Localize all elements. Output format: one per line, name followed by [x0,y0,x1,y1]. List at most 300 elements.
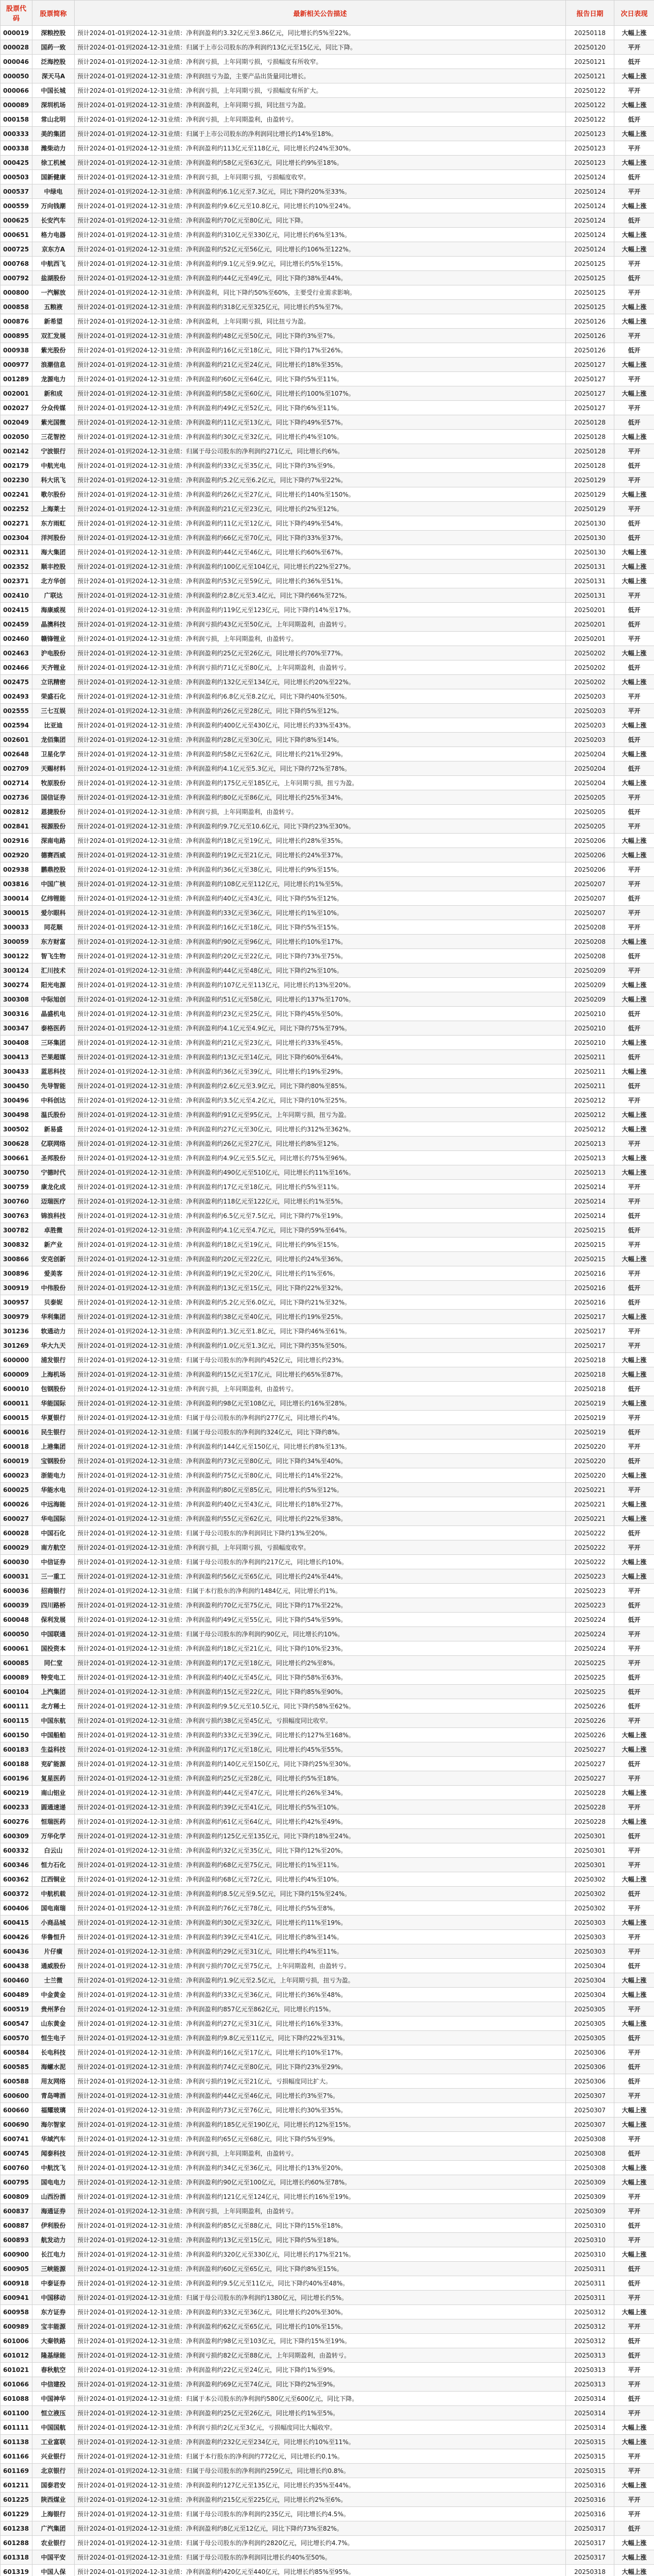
stock-code: 002271 [1,516,32,531]
stock-code: 300450 [1,1079,32,1093]
next-day-result: 低开 [614,1382,654,1396]
next-day-result: 大幅上涨 [614,487,654,502]
next-day-result: 大幅上涨 [614,1916,654,1930]
next-day-result: 平开 [614,1194,654,1209]
next-day-result: 大幅上涨 [614,2565,654,2576]
stock-name: 上海莱士 [32,502,75,516]
stock-code: 002230 [1,473,32,487]
report-date: 20250306 [566,2074,614,2089]
report-date: 20250224 [566,1641,614,1656]
announcement-text: 预计2024-01-01到2024-12-31业绩：净利润盈利约49亿元至55亿元，同比下降约54%至59%。 [75,1613,566,1627]
report-date: 20250306 [566,2060,614,2074]
announcement-text: 预计2024-01-01到2024-12-31业绩：净利润盈利约118亿元至122亿元，同比增长约1%至5%。 [75,1194,566,1209]
stock-name: 中国长城 [32,83,75,98]
next-day-result: 大幅上涨 [614,1512,654,1526]
stock-name: 常山北明 [32,112,75,127]
table-row [1,2089,654,2103]
stock-code: 600438 [1,1959,32,1973]
table-row [1,2218,654,2233]
report-date: 20250305 [566,2016,614,2031]
table-row [1,2536,654,2550]
table-row [1,747,654,761]
report-date: 20250216 [566,1281,614,1295]
stock-code: 300896 [1,1266,32,1281]
announcement-text: 预计2024-01-01到2024-12-31业绩：净利润亏损约43亿元至50亿元，上年同期盈利，由盈转亏。 [75,617,566,632]
table-row [1,1382,654,1396]
announcement-text: 预计2024-01-01到2024-12-31业绩：净利润盈利约4.1亿元至4.9亿元，同比下降约75%至79%。 [75,1021,566,1036]
stock-code: 600015 [1,1411,32,1425]
report-date: 20250130 [566,531,614,545]
stock-name: 中航西飞 [32,257,75,271]
report-date: 20250122 [566,98,614,112]
next-day-result: 大幅上涨 [614,156,654,170]
stock-code: 601166 [1,2449,32,2464]
stock-code: 000089 [1,98,32,112]
stock-name: 用友网络 [32,2074,75,2089]
table-row [1,805,654,819]
announcement-text: 预计2024-01-01到2024-12-31业绩：净利润盈利约9.8亿元至11亿元，同比下降约22%至31%。 [75,2031,566,2045]
announcement-text: 预计2024-01-01到2024-12-31业绩：净利润盈利约73亿元至80亿元，同比下降约34%至40%。 [75,1454,566,1468]
table-row [1,761,654,776]
next-day-result: 低开 [614,1613,654,1627]
table-row [1,1598,654,1613]
stock-code: 600085 [1,1656,32,1670]
announcement-text: 预计2024-01-01到2024-12-31业绩：净利润盈利约85亿元至88亿元，同比下降约15%至18%。 [75,2218,566,2233]
report-date: 20250131 [566,560,614,574]
table-row [1,1266,654,1281]
announcement-text: 预计2024-01-01到2024-12-31业绩：净利润盈利约90亿元至100亿元，同比增长约60%至78%。 [75,2175,566,2190]
stock-code: 600115 [1,1714,32,1728]
report-date: 20250205 [566,819,614,834]
stock-code: 600089 [1,1670,32,1685]
announcement-text: 预计2024-01-01到2024-12-31业绩：净利润盈利约80亿元至85亿元，同比增长约5%至12%。 [75,1483,566,1497]
report-date: 20250304 [566,1988,614,2002]
table-row [1,2262,654,2276]
table-row [1,83,654,98]
table-row [1,1454,654,1468]
table-row [1,949,654,963]
stock-name: 新产业 [32,1238,75,1252]
stock-name: 紫光国微 [32,415,75,430]
stock-code: 000800 [1,285,32,300]
announcement-text: 预计2024-01-01到2024-12-31业绩：净利润盈利约8亿元至12亿元，同比下降约73%至82%。 [75,2521,566,2536]
announcement-text: 预计2024-01-01到2024-12-31业绩：净利润盈利约29亿元至31亿元，同比增长约4%至11%。 [75,1944,566,1959]
stock-code: 600029 [1,1540,32,1555]
next-day-result: 平开 [614,329,654,343]
next-day-result: 大幅上涨 [614,242,654,257]
announcement-text: 预计2024-01-01到2024-12-31业绩：净利润盈利约4.9亿元至5.5亿元，同比增长约75%至96%。 [75,1151,566,1165]
announcement-text: 预计2024-01-01到2024-12-31业绩：净利润盈利约26亿元至27亿元，同比增长约8%至12%。 [75,1137,566,1151]
table-row [1,372,654,386]
stock-code: 002371 [1,574,32,588]
report-date: 20250201 [566,617,614,632]
next-day-result: 平开 [614,2507,654,2521]
stock-name: 国药一致 [32,40,75,55]
table-row [1,1151,654,1165]
announcement-text: 预计2024-01-01到2024-12-31业绩：净利润盈利约44亿元至48亿元，同比下降约2%至10%。 [75,963,566,978]
stock-code: 000768 [1,257,32,271]
announcement-text: 预计2024-01-01到2024-12-31业绩：归属于母公司股东的净利润约259亿元，同比增长约0.8%。 [75,2464,566,2478]
stock-code: 000725 [1,242,32,257]
table-row [1,2493,654,2507]
report-date: 20250313 [566,2348,614,2363]
next-day-result: 低开 [614,603,654,617]
stock-name: 美的集团 [32,127,75,141]
stock-code: 300832 [1,1238,32,1252]
announcement-text: 预计2024-01-01到2024-12-31业绩：净利润盈利约144亿元至150亿元，同比增长约8%至13%。 [75,1439,566,1454]
stock-code: 600019 [1,1454,32,1468]
stock-code: 300919 [1,1281,32,1295]
stock-code: 600660 [1,2103,32,2117]
next-day-result: 低开 [614,1598,654,1613]
header-code: 股票代码 [1,1,32,26]
stock-code: 600016 [1,1425,32,1439]
table-row [1,1526,654,1540]
table-row [1,2392,654,2406]
report-date: 20250218 [566,1353,614,1367]
announcement-text: 预计2024-01-01到2024-12-31业绩：净利润盈利约74亿元至80亿元，同比下降约23%至29%。 [75,2060,566,2074]
announcement-text: 预计2024-01-01到2024-12-31业绩：净利润盈利约48亿元至50亿元，同比下降约3%至7%。 [75,329,566,343]
next-day-result: 低开 [614,1223,654,1238]
table-row [1,2464,654,2478]
stock-name: 汇川技术 [32,963,75,978]
table-row [1,632,654,646]
report-date: 20250124 [566,213,614,228]
stock-name: 贵州茅台 [32,2002,75,2016]
announcement-text: 预计2024-01-01到2024-12-31业绩：净利润盈利约19亿元至21亿元，同比增长约24%至37%。 [75,848,566,862]
next-day-result: 平开 [614,1238,654,1252]
stock-code: 600183 [1,1742,32,1757]
announcement-text: 预计2024-01-01到2024-12-31业绩：净利润盈利约108亿元至112亿元，同比增长约1%至5%。 [75,877,566,891]
next-day-result: 低开 [614,2060,654,2074]
table-row [1,1079,654,1093]
table-row [1,300,654,314]
stock-name: 陕西煤业 [32,2493,75,2507]
announcement-text: 预计2024-01-01到2024-12-31业绩：净利润盈利约40亿元至43亿元，同比增长约18%至27%。 [75,1497,566,1512]
stock-name: 沪电股份 [32,646,75,660]
stock-code: 002410 [1,588,32,603]
report-date: 20250216 [566,1266,614,1281]
stock-name: 小商品城 [32,1916,75,1930]
stock-code: 000046 [1,55,32,69]
stock-name: 华大九天 [32,1338,75,1353]
announcement-text: 预计2024-01-01到2024-12-31业绩：净利润盈利约61亿元至64亿元，同比增长约42%至49%。 [75,1815,566,1829]
table-row [1,1555,654,1569]
announcement-text: 预计2024-01-01到2024-12-31业绩：净利润盈利约26亿元至27亿元，同比增长约140%至150%。 [75,487,566,502]
report-date: 20250302 [566,1887,614,1901]
table-row [1,459,654,473]
stock-code: 000158 [1,112,32,127]
next-day-result: 平开 [614,2319,654,2334]
next-day-result: 低开 [614,1757,654,1771]
table-row [1,2420,654,2435]
table-row [1,26,654,40]
header-row [1,1,654,26]
stock-name: 深南电路 [32,834,75,848]
announcement-text: 预计2024-01-01到2024-12-31业绩：净利润盈利约9.5亿元至11亿元，同比下降约40%至48%。 [75,2276,566,2291]
announcement-text: 预计2024-01-01到2024-12-31业绩：净利润盈利约33亿元至36亿元，同比增长约36%至48%。 [75,1988,566,2002]
next-day-result: 大幅上涨 [614,776,654,790]
table-row [1,1627,654,1641]
stock-code: 600426 [1,1930,32,1944]
next-day-result: 大幅上涨 [614,314,654,329]
report-date: 20250204 [566,747,614,761]
announcement-text: 预计2024-01-01到2024-12-31业绩：净利润盈利约17亿元至18亿元，同比增长约45%至55%。 [75,1742,566,1757]
report-date: 20250308 [566,2161,614,2175]
report-date: 20250302 [566,1872,614,1887]
report-date: 20250125 [566,271,614,285]
stock-name: 上海机场 [32,1367,75,1382]
next-day-result: 低开 [614,1685,654,1699]
stock-code: 600941 [1,2291,32,2305]
table-row [1,2175,654,2190]
table-row [1,199,654,213]
table-row [1,2016,654,2031]
next-day-result: 大幅上涨 [614,199,654,213]
announcement-text: 预计2024-01-01到2024-12-31业绩：净利润亏损，上年同期盈利，由盈转亏。 [75,805,566,819]
stock-name: 恒力石化 [32,1858,75,1872]
next-day-result: 大幅上涨 [614,1252,654,1266]
next-day-result: 平开 [614,502,654,516]
table-row [1,2247,654,2262]
next-day-result: 低开 [614,1281,654,1295]
stock-name: 卓胜微 [32,1223,75,1238]
next-day-result: 低开 [614,660,654,675]
next-day-result: 平开 [614,588,654,603]
report-date: 20250215 [566,1238,614,1252]
next-day-result: 大幅上涨 [614,1396,654,1411]
stock-code: 002736 [1,790,32,805]
announcement-text: 预计2024-01-01到2024-12-31业绩：净利润盈利约16亿元至17亿元，同比增长约10%至17%。 [75,2045,566,2060]
next-day-result: 平开 [614,704,654,718]
announcement-text: 预计2024-01-01到2024-12-31业绩：净利润盈利约20亿元至22亿元，同比增长约24%至36%。 [75,1252,566,1266]
table-row [1,358,654,372]
stock-name: 温氏股份 [32,1108,75,1122]
stock-name: 华利集团 [32,1310,75,1324]
announcement-text: 预计2024-01-01到2024-12-31业绩：净利润盈利约8.5亿元至9.5亿元，同比下降约15%至24%。 [75,1887,566,1901]
announcement-text: 预计2024-01-01到2024-12-31业绩：净利润盈利约98亿元至108亿元，同比增长约16%至28%。 [75,1396,566,1411]
table-row [1,978,654,992]
stock-name: 卫星化学 [32,747,75,761]
stock-code: 600887 [1,2218,32,2233]
table-row [1,1209,654,1223]
next-day-result: 平开 [614,2493,654,2507]
stock-name: 安克创新 [32,1252,75,1266]
stock-name: 三花智控 [32,430,75,444]
report-date: 20250215 [566,1223,614,1238]
stock-code: 601111 [1,2420,32,2435]
next-day-result: 大幅上涨 [614,1165,654,1180]
next-day-result: 大幅上涨 [614,560,654,574]
announcement-text: 预计2024-01-01到2024-12-31业绩：净利润盈利约76亿元至78亿元，同比增长约5%至8%。 [75,1901,566,1916]
report-date: 20250123 [566,127,614,141]
stock-name: 中远海能 [32,1497,75,1512]
table-row [1,2363,654,2377]
stock-name: 南山铝业 [32,1786,75,1800]
report-date: 20250228 [566,1815,614,1829]
report-date: 20250310 [566,2218,614,2233]
announcement-text: 预计2024-01-01到2024-12-31业绩：净利润盈利约18亿元至19亿元，同比增长约28%至35%。 [75,834,566,848]
stock-code: 600372 [1,1887,32,1901]
next-day-result: 大幅上涨 [614,935,654,949]
announcement-text: 预计2024-01-01到2024-12-31业绩：归属于母公司股东的净利润同比增长约40%至50%。 [75,2550,566,2565]
report-date: 20250217 [566,1338,614,1353]
table-row [1,1786,654,1800]
report-date: 20250318 [566,2565,614,2576]
stock-name: 中科创达 [32,1093,75,1108]
next-day-result: 低开 [614,112,654,127]
stock-code: 002466 [1,660,32,675]
stock-code: 600795 [1,2175,32,2190]
table-row [1,2060,654,2074]
next-day-result: 低开 [614,1079,654,1093]
report-date: 20250315 [566,2435,614,2449]
report-date: 20250314 [566,2392,614,2406]
next-day-result: 平开 [614,632,654,646]
report-date: 20250210 [566,1007,614,1021]
next-day-result: 平开 [614,372,654,386]
stock-code: 600150 [1,1728,32,1742]
stock-name: 北方华创 [32,574,75,588]
report-date: 20250222 [566,1526,614,1540]
table-row [1,285,654,300]
stock-name: 海螺水泥 [32,2060,75,2074]
next-day-result: 平开 [614,1483,654,1497]
report-date: 20250227 [566,1742,614,1757]
report-date: 20250130 [566,516,614,531]
table-row [1,2291,654,2305]
announcement-text: 预计2024-01-01到2024-12-31业绩：净利润盈利约27亿元至31亿元，同比增长约16%至33%。 [75,2016,566,2031]
announcement-text: 预计2024-01-01到2024-12-31业绩：净利润盈利约62亿元至65亿元，同比增长约10%至15%。 [75,2319,566,2334]
announcement-text: 预计2024-01-01到2024-12-31业绩：净利润亏损，上年同期盈利，由盈转亏。 [75,1382,566,1396]
next-day-result: 平开 [614,790,654,805]
next-day-result: 大幅上涨 [614,26,654,40]
report-date: 20250214 [566,1180,614,1194]
table-row [1,790,654,805]
stock-code: 000625 [1,213,32,228]
report-date: 20250223 [566,1584,614,1598]
announcement-text: 预计2024-01-01到2024-12-31业绩：净利润盈利约70亿元至80亿元，同比下降。 [75,213,566,228]
stock-name: 中航机载 [32,1887,75,1901]
stock-name: 爱美客 [32,1266,75,1281]
next-day-result: 低开 [614,2031,654,2045]
report-date: 20250203 [566,704,614,718]
stock-name: 圆通速递 [32,1800,75,1815]
stock-name: 国电南瑞 [32,1901,75,1916]
table-row [1,776,654,790]
announcement-text: 预计2024-01-01到2024-12-31业绩：净利润盈利约25亿元至26亿元，同比增长约70%至77%。 [75,646,566,660]
next-day-result: 低开 [614,1699,654,1714]
next-day-result: 低开 [614,2146,654,2161]
table-row [1,2550,654,2565]
next-day-result: 平开 [614,2190,654,2204]
report-date: 20250226 [566,1728,614,1742]
next-day-result: 大幅上涨 [614,2016,654,2031]
stock-name: 软通动力 [32,1324,75,1338]
report-date: 20250311 [566,2276,614,2291]
stock-name: 新和成 [32,386,75,401]
table-row [1,1613,654,1627]
next-day-result: 大幅上涨 [614,1367,654,1382]
stock-code: 300750 [1,1165,32,1180]
stock-name: 宝丰能源 [32,2319,75,2334]
table-row [1,1425,654,1439]
stock-name: 伊利股份 [32,2218,75,2233]
announcement-text: 预计2024-01-01到2024-12-31业绩：净利润盈利约70亿元至75亿元，同比下降约17%至22%。 [75,1598,566,1613]
announcement-text: 预计2024-01-01到2024-12-31业绩：净利润盈利约318亿元至325亿元，同比增长约5%至7%。 [75,300,566,314]
stock-code: 600030 [1,1555,32,1569]
next-day-result: 大幅上涨 [614,1786,654,1800]
table-row [1,40,654,55]
announcement-text: 预计2024-01-01到2024-12-31业绩：净利润盈利约15亿元至17亿元，同比增长约65%至87%。 [75,1367,566,1382]
report-date: 20250127 [566,372,614,386]
announcement-text: 预计2024-01-01到2024-12-31业绩：净利润盈利约1.9亿元至2.5亿元，上年同期亏损，扭亏为盈。 [75,1973,566,1988]
next-day-result: 低开 [614,2276,654,2291]
stock-name: 中绿电 [32,184,75,199]
stock-name: 中国神华 [32,2392,75,2406]
table-row [1,2204,654,2218]
next-day-result: 低开 [614,2218,654,2233]
next-day-result: 大幅上涨 [614,1353,654,1367]
table-row [1,1367,654,1382]
table-row [1,1007,654,1021]
announcement-text: 预计2024-01-01到2024-12-31业绩：归属于母公司股东的净利润同比下降约13%至20%。 [75,1526,566,1540]
stock-name: 龙源电力 [32,372,75,386]
stock-name: 天赐材料 [32,761,75,776]
next-day-result: 平开 [614,2089,654,2103]
stock-name: 隆基绿能 [32,2348,75,2363]
stock-name: 江西铜业 [32,1872,75,1887]
stock-name: 东方雨虹 [32,516,75,531]
stock-code: 002601 [1,733,32,747]
next-day-result: 大幅上涨 [614,2435,654,2449]
stock-code: 600837 [1,2204,32,2218]
stock-code: 300433 [1,1064,32,1079]
table-row [1,935,654,949]
stock-code: 300308 [1,992,32,1007]
next-day-result: 平开 [614,1266,654,1281]
next-day-result: 低开 [614,271,654,285]
stock-name: 航发动力 [32,2233,75,2247]
announcement-text: 预计2024-01-01到2024-12-31业绩：净利润盈利约6.5亿元至7.5亿元，同比下降约7%至19%。 [75,1209,566,1223]
announcement-text: 预计2024-01-01到2024-12-31业绩：净利润盈利约13亿元至14亿元，同比下降约60%至64%。 [75,1050,566,1064]
announcement-text: 预计2024-01-01到2024-12-31业绩：归属于母公司股东的净利润约90亿元，同比增长约10%。 [75,1627,566,1641]
stock-code: 600028 [1,1526,32,1540]
stock-name: 分众传媒 [32,401,75,415]
announcement-text: 预计2024-01-01到2024-12-31业绩：归属于母公司股东的净利润约324亿元，同比下降约8%。 [75,1425,566,1439]
next-day-result: 大幅上涨 [614,2305,654,2319]
stock-code: 002049 [1,415,32,430]
report-date: 20250206 [566,862,614,877]
stock-code: 002179 [1,459,32,473]
report-date: 20250123 [566,141,614,156]
stock-name: 宁德时代 [32,1165,75,1180]
next-day-result: 大幅上涨 [614,2478,654,2493]
table-row [1,1584,654,1598]
announcement-text: 预计2024-01-01到2024-12-31业绩：净利润盈利约27亿元至30亿元，同比增长约312%至362%。 [75,1122,566,1137]
announcement-text: 预计2024-01-01到2024-12-31业绩：净利润盈利约65亿元至68亿元，同比下降约5%至9%。 [75,2132,566,2146]
stock-name: 视源股份 [32,819,75,834]
report-date: 20250126 [566,314,614,329]
stock-code: 600989 [1,2319,32,2334]
table-row [1,588,654,603]
table-row [1,531,654,545]
report-date: 20250213 [566,1137,614,1151]
announcement-text: 预计2024-01-01到2024-12-31业绩：净利润盈利约9.7亿元至10.6亿元，同比下降约23%至30%。 [75,819,566,834]
report-date: 20250209 [566,978,614,992]
report-date: 20250201 [566,632,614,646]
stock-name: 天齐锂业 [32,660,75,675]
